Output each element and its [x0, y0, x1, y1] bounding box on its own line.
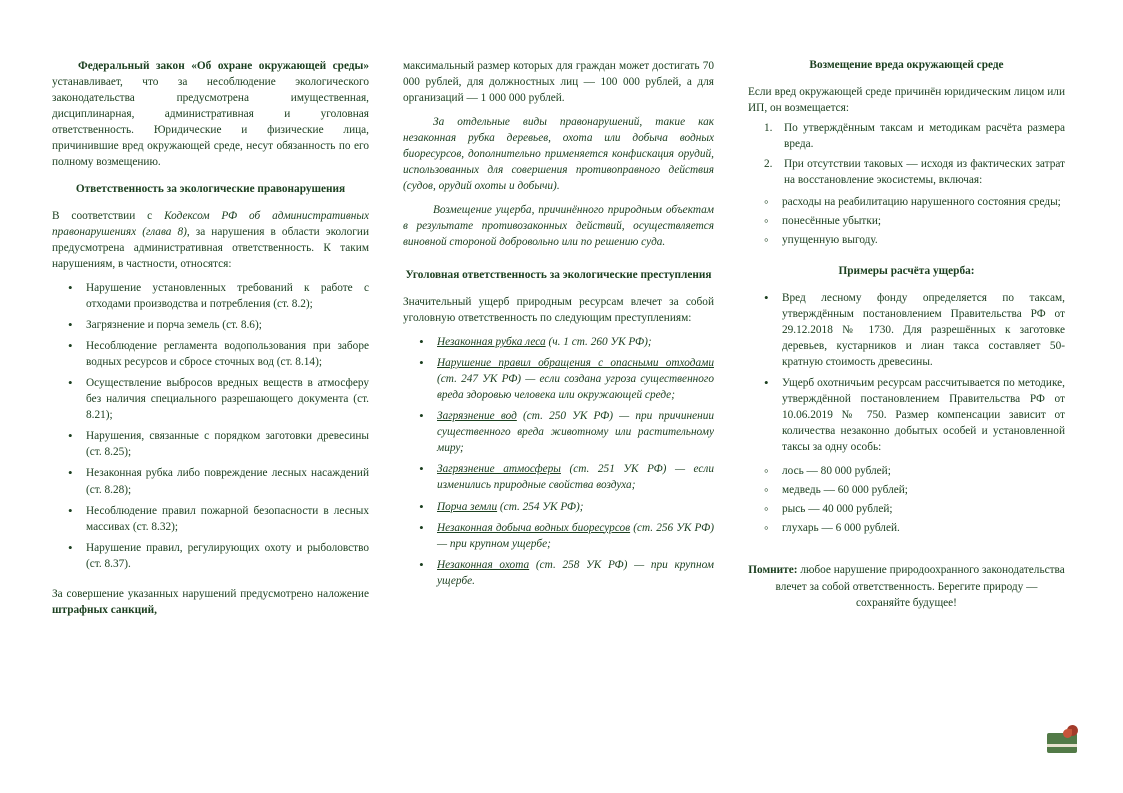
footer-reminder-text: любое нарушение природоохранного законодательства влечет за собой ответственность. Берегите природу — сохраняйте будущее!: [775, 564, 1065, 610]
footer-reminder-label: Помните:: [748, 564, 798, 577]
list-item: ◦ глухарь — 6 000 рублей.: [748, 520, 1065, 536]
offence-article: (ст. 250 УК РФ): [516, 410, 613, 423]
list-item: ◦ медведь — 60 000 рублей;: [748, 482, 1065, 498]
list-item: • Осуществление выбросов вредных веществ в атмосферу без наличия специального разрешающего документа (ст. 8.21);: [52, 375, 369, 423]
confiscation-paragraph: За отдельные виды правонарушений, такие как незаконная рубка деревьев, охота или добыча водных биоресурсов, дополнительно применяется конфискация орудий, использованных для совершения противоправного действия (судов, орудий охоты и добычи).: [403, 116, 714, 193]
list-item: • Незаконная рубка либо повреждение лесных насаждений (ст. 8.28);: [52, 465, 369, 497]
compensation-intro: Если вред окружающей среде причинён юридическим лицом или ИП, он возмещается:: [748, 85, 1065, 114]
offence-tail: — при крупном ущербе;: [437, 537, 551, 550]
offence-title: Незаконная рубка леса: [437, 336, 546, 349]
hunting-taxes-list: [748, 463, 1065, 536]
criminal-intro: Значительный ущерб природным ресурсам влечет за собой уголовную ответственность по следующим преступлениям:: [403, 296, 714, 325]
sanctions-emphasis: штрафных санкций,: [52, 603, 157, 616]
heading-damage-examples: Примеры расчёта ущерба:: [838, 265, 975, 278]
offence-tail: — при причинении существенного вреда животному или растительному миру;: [437, 410, 714, 455]
logo-stripe: [1047, 744, 1077, 747]
criminal-offences-list: [403, 334, 714, 588]
offence-tail: — при крупном ущербе.: [437, 558, 714, 587]
intro-text: устанавливает, что за несоблюдение экологического законодательства предусмотрена имущественная, дисциплинарная, административная и уголовная ответственность. Юридические и физические лица, причинившие вред окружающей среде, несут обязанность по его полному возмещению.: [52, 76, 369, 169]
offence-title: Нарушение правил обращения с опасными отходами: [437, 357, 714, 370]
code-reference: Кодексом РФ об административных правонарушениях (глава 8): [52, 210, 369, 239]
list-item: [403, 334, 714, 350]
list-item: [403, 520, 714, 552]
list-item: • Нарушения, связанные с порядком заготовки древесины (ст. 8.25);: [52, 428, 369, 460]
list-item: [403, 557, 714, 589]
offence-article: (ст. 251 УК РФ): [560, 463, 667, 476]
administrative-violations-list: [52, 280, 369, 572]
list-item: • Загрязнение и порча земель (ст. 8.6);: [52, 317, 369, 333]
intro-paragraph: [52, 58, 369, 170]
left-column: [52, 58, 369, 763]
offence-title: Порча земли: [437, 500, 498, 513]
organization-logo-icon: [1045, 725, 1079, 759]
heading-administrative-liability: Ответственность за экологические правонарушения: [75, 183, 346, 196]
offence-title: Незаконная охота: [437, 558, 530, 571]
list-item: ◦ упущенную выгоду.: [748, 232, 1065, 248]
footer-reminder: [748, 562, 1065, 611]
list-item: [403, 355, 714, 403]
offence-article: (ст. 254 УК РФ);: [497, 500, 584, 513]
list-item: • Нарушение правил, регулирующих охоту и рыболовство (ст. 8.37).: [52, 540, 369, 572]
list-item: ◦ рысь — 40 000 рублей;: [748, 501, 1065, 517]
compensation-methods-list: [748, 120, 1065, 188]
list-item: [403, 499, 714, 515]
offence-tail: — если изменились природные свойства воздуха;: [437, 463, 715, 492]
list-item: • Ущерб охотничьим ресурсам рассчитывается по методике, утверждённой постановлением Правительства РФ от 10.06.2019 № 750. Размер компенсации зависит от количества незаконно добытых особей и установленной таксы за одну особь:: [748, 375, 1065, 455]
offence-article: (ст. 258 УК РФ): [529, 558, 628, 571]
logo-berry-small: [1063, 729, 1072, 738]
list-item: • Нарушение установленных требований к работе с отходами производства и потребления (ст. 8.2);: [52, 280, 369, 312]
list-item: [403, 461, 714, 493]
damage-compensation-paragraph: Возмещение ущерба, причинённого природным объектам в результате противозаконных действий, осуществляется виновной стороной добровольно или по решению суда.: [403, 204, 714, 249]
admin-intro-lead: В соответствии с: [52, 210, 165, 223]
compensation-cost-sublist: [748, 194, 1065, 248]
list-item: При отсутствии таковых — исходя из фактических затрат на восстановление экосистемы, включая:: [784, 157, 1065, 186]
three-column-layout: [52, 58, 1071, 763]
list-item: ◦ понесённые убытки;: [748, 213, 1065, 229]
offence-title: Загрязнение вод: [437, 410, 517, 423]
offence-article: (ст. 256 УК РФ): [630, 521, 714, 534]
damage-examples-list: [748, 290, 1065, 455]
offence-article: (ст. 247 УК РФ): [437, 373, 522, 386]
list-item: • Несоблюдение регламента водопользования при заборе водных ресурсов и сбросе сточных вод (ст. 8.14);: [52, 338, 369, 370]
offence-title: Загрязнение атмосферы: [437, 463, 561, 476]
heading-environmental-damage-compensation: Возмещение вреда окружающей среде: [809, 59, 1004, 71]
administrative-intro: [52, 208, 369, 272]
list-item: ◦ лось — 80 000 рублей;: [748, 463, 1065, 479]
right-column: [748, 58, 1065, 763]
list-item: • Несоблюдение правил пожарной безопасности в лесных массивах (ст. 8.32);: [52, 503, 369, 535]
middle-column: [403, 58, 714, 763]
offence-article: (ч. 1 ст. 260 УК РФ);: [545, 336, 652, 349]
offence-tail: — если создана угроза существенного вреда здоровью человека или окружающей среде;: [437, 373, 714, 402]
list-item: • Вред лесному фонду определяется по таксам, утверждённым постановлением Правительства РФ от 29.12.2018 № 1730. Для разрешённых к заготовке деревьев, кустарников и лиан такса составляет 50-кратную стоимость древесины.: [748, 290, 1065, 370]
offence-title: Незаконная добыча водных биоресурсов: [437, 521, 631, 534]
sanctions-text: За совершение указанных нарушений предусмотрено наложение: [52, 587, 369, 600]
heading-criminal-liability: Уголовная ответственность за экологические преступления: [405, 269, 712, 282]
admin-intro-tail: , за нарушения в области экологии предусмотрена административная ответственность. К таким нарушениям, в частности, относятся:: [52, 226, 369, 271]
fines-paragraph: максимальный размер которых для граждан может достигать 70 000 рублей, для должностных лиц — 100 000 рублей, а для организаций — 1 000 000 рублей.: [403, 60, 714, 105]
list-item: [403, 408, 714, 456]
list-item: ◦ расходы на реабилитацию нарушенного состояния среды;: [748, 194, 1065, 210]
sanctions-paragraph: [52, 586, 369, 618]
law-title: Федеральный закон «Об охране окружающей среды»: [78, 60, 369, 72]
list-item: По утверждённым таксам и методикам расчёта размера вреда.: [784, 121, 1065, 150]
